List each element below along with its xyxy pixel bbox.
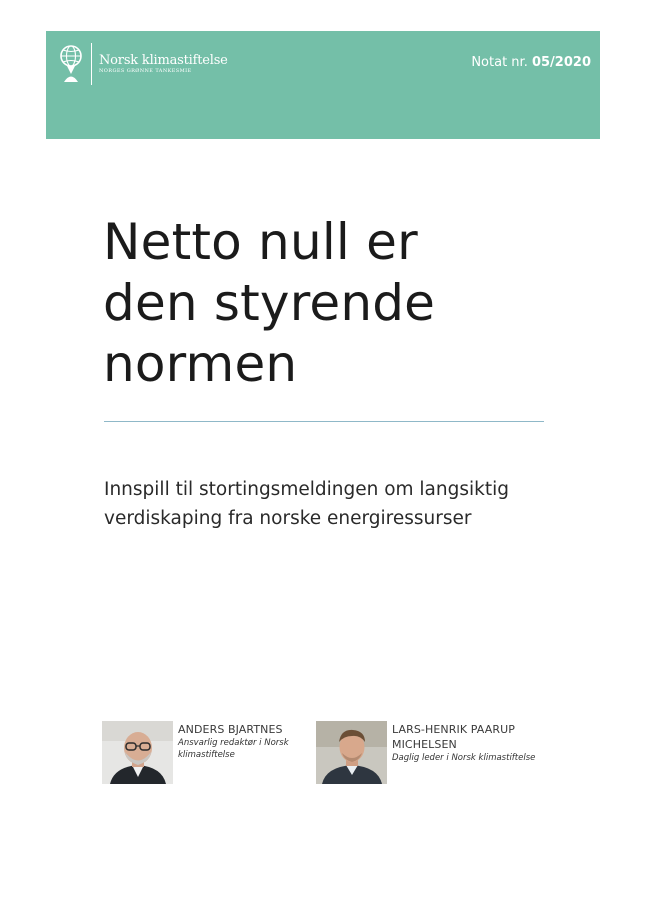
author-card	[102, 721, 303, 784]
author-role: Ansvarlig redaktør i Norsk klimastiftelse	[178, 738, 289, 760]
logo-divider	[91, 43, 92, 85]
subtitle	[104, 475, 584, 533]
title-divider	[104, 421, 544, 422]
subtitle-line: Innspill til stortingsmeldingen om langsiktig	[104, 479, 509, 500]
page-title	[103, 212, 563, 395]
author-info	[178, 721, 303, 784]
author-photo	[316, 721, 387, 784]
author-role: Daglig leder i Norsk klimastiftelse	[392, 753, 536, 763]
author-name-line: LARS-HENRIK PAARUP	[392, 723, 515, 736]
logo[interactable]	[58, 43, 228, 85]
logo-text	[99, 53, 228, 75]
author-card	[316, 721, 552, 784]
note-number	[471, 55, 591, 70]
title-line: Netto null er	[103, 213, 418, 271]
subtitle-line: verdiskaping fra norske energiressurser	[104, 508, 472, 529]
title-line: den styrende	[103, 274, 436, 332]
author-name	[178, 722, 303, 737]
author-info	[392, 721, 552, 784]
author-name-line: MICHELSEN	[392, 738, 457, 751]
note-prefix: Notat nr.	[471, 55, 528, 70]
globe-hourglass-icon	[58, 44, 84, 84]
logo-tagline: NORGES GRØNNE TANKESMIE	[99, 68, 192, 74]
author-name-line: ANDERS BJARTNES	[178, 723, 283, 736]
logo-name: Norsk klimastiftelse	[99, 53, 228, 68]
title-line: normen	[103, 335, 298, 393]
note-number-value: 05/2020	[531, 55, 591, 70]
author-photo	[102, 721, 173, 784]
author-name	[392, 722, 552, 752]
